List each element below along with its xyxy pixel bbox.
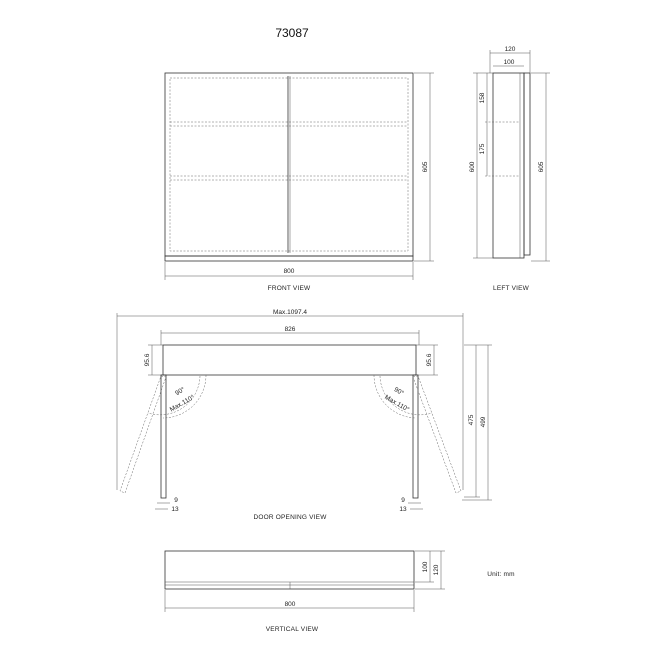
- inner-frame-dashed: [170, 78, 408, 251]
- drawing-title: 73087: [275, 26, 309, 40]
- left-view-label: LEFT VIEW: [493, 285, 529, 292]
- door-opening-view-label: DOOR OPENING VIEW: [253, 514, 327, 521]
- opening-width-value: 826: [284, 326, 296, 333]
- right-arc-90: [374, 375, 416, 418]
- front-height-value: 605: [422, 161, 429, 173]
- cabinet-plan: [163, 345, 416, 375]
- left-angle-max: Max.110°: [168, 393, 196, 414]
- left-door-110: [120, 376, 166, 493]
- vertical-depth-inner-value: 100: [422, 561, 429, 573]
- left-depth-inner-value: 100: [503, 59, 515, 66]
- right-door-9-value: 9: [401, 497, 405, 504]
- cabinet-outline: [165, 73, 413, 256]
- shelf-mid-value: 175: [479, 143, 486, 155]
- right-offset-value: 95.6: [426, 353, 433, 367]
- left-door-9-value: 9: [174, 497, 178, 504]
- shelf-top-value: 158: [479, 92, 486, 104]
- right-door-90: [413, 375, 418, 498]
- left-angle-90: 90°: [174, 386, 187, 398]
- height-475-value: 475: [468, 414, 475, 426]
- max-width-value: Max.1097.4: [273, 309, 307, 316]
- right-angle-max: Max.110°: [383, 393, 411, 414]
- vertical-view-label: VERTICAL VIEW: [265, 626, 319, 633]
- front-width-value: 800: [283, 268, 295, 275]
- vertical-width-value: 800: [284, 601, 296, 608]
- unit-note: Unit: mm: [487, 571, 515, 578]
- door-opening-view: [117, 309, 492, 521]
- left-offset-value: 95.6: [144, 353, 151, 367]
- left-door-13-value: 13: [171, 506, 179, 513]
- vertical-depth-outer-value: 120: [433, 564, 440, 576]
- vertical-view: [165, 551, 445, 633]
- inner-height-value: 600: [469, 161, 476, 173]
- door-thickness: [524, 73, 530, 255]
- front-view-label: FRONT VIEW: [267, 285, 311, 292]
- left-height-value: 605: [538, 161, 545, 173]
- front-view: [165, 73, 434, 292]
- cabinet-base: [165, 256, 413, 261]
- left-depth-outer-value: 120: [504, 46, 516, 53]
- right-door-110: [413, 376, 461, 493]
- left-arc-90: [163, 375, 206, 418]
- left-view: [469, 46, 550, 292]
- right-door-13-value: 13: [399, 506, 407, 513]
- top-plan-outline: [165, 551, 414, 589]
- height-499-value: 499: [480, 416, 487, 428]
- side-outline: [493, 73, 524, 258]
- left-door-90: [161, 375, 166, 498]
- right-angle-90: 90°: [392, 386, 405, 398]
